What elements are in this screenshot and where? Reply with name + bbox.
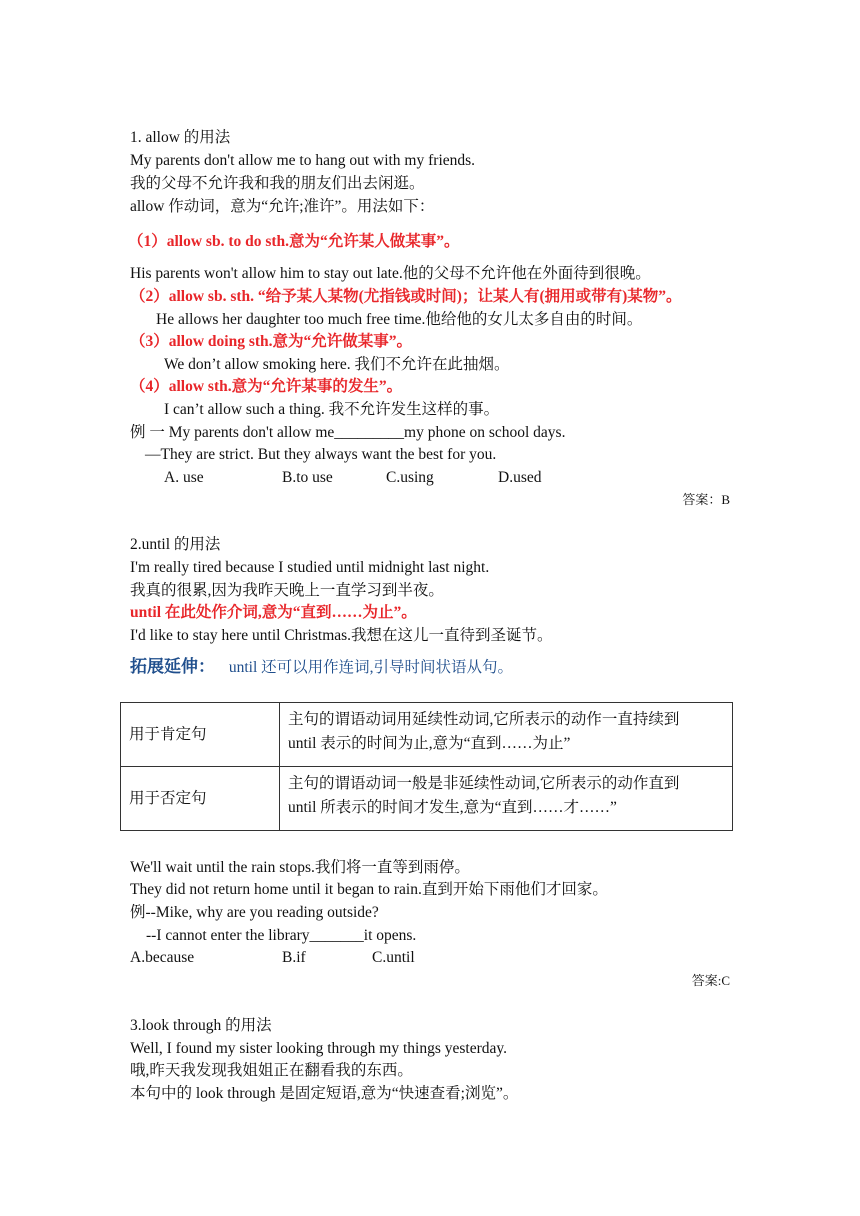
section3-example-cn: 哦,昨天我发现我姐姐正在翻看我的东西。: [130, 1062, 413, 1079]
table-desc-line: until 所表示的时间才发生,意为“直到……才……”: [288, 798, 617, 816]
exercise1-option-c: C.using: [386, 469, 434, 486]
extension-text: until 还可以用作连词,引导时间状语从句。: [228, 659, 514, 676]
until-usage-table: [120, 702, 733, 831]
usage3-rule: （3）allow doing sth.意为“允许做某事”。: [130, 333, 413, 350]
table-desc-affirmative: [280, 703, 733, 767]
usage1-example: His parents won't allow him to stay out late.他的父母不允许他在外面待到很晚。: [130, 265, 651, 282]
extension-label: 拓展延伸：: [130, 657, 215, 677]
exercise1-question: 例 一 My parents don't allow me_________my phone on school days.: [130, 424, 566, 441]
section3-example-en: Well, I found my sister looking through my things yesterday.: [130, 1040, 508, 1057]
section2-example-cn: 我真的很累,因为我昨天晚上一直学习到半夜。: [130, 582, 444, 599]
table-desc-line: until 表示的时间为止,意为“直到……为止”: [288, 734, 571, 752]
until-preposition-rule: until 在此处作介词,意为“直到……为止”。: [130, 604, 417, 621]
section3-note: 本句中的 look through 是固定短语,意为“快速查看;浏览”。: [130, 1085, 519, 1102]
exercise1-option-a: A. use: [164, 469, 204, 486]
section1-intro: allow 作动词，意为“允许;准许”。用法如下：: [130, 198, 435, 215]
exercise2-option-b: B.if: [282, 949, 306, 966]
table-label-affirmative: 用于肯定句: [121, 703, 280, 767]
table-desc-line: 主句的谓语动词一般是非延续性动词,它所表示的动作直到: [288, 774, 680, 792]
exercise1-option-d: D.used: [498, 469, 542, 486]
section1-example-en: My parents don't allow me to hang out with my friends.: [130, 152, 476, 169]
exercise2-question: 例--Mike, why are you reading outside?: [130, 904, 379, 921]
until-example-2: We'll wait until the rain stops.我们将一直等到雨停。: [130, 859, 470, 876]
table-label-negative: 用于否定句: [121, 767, 280, 831]
exercise1-reply: —They are strict. But they always want the best for you.: [145, 446, 497, 463]
until-example-3: They did not return home until it began to rain.直到开始下雨他们才回家。: [130, 881, 608, 898]
section2-example-en: I'm really tired because I studied until midnight last night.: [130, 559, 490, 576]
table-row: [121, 767, 733, 831]
usage4-example: I can’t allow such a thing. 我不允许发生这样的事。: [164, 401, 500, 418]
extension-line: [130, 657, 513, 678]
table-desc-negative: [280, 767, 733, 831]
usage4-rule: （4）allow sth.意为“允许某事的发生”。: [130, 378, 403, 395]
exercise2-option-a: A.because: [130, 949, 195, 966]
usage2-rule: （2）allow sb. sth. “给予某人某物(尤指钱或时间)；让某人有(拥用或带有)某物”。: [130, 288, 682, 305]
section1-example-cn: 我的父母不允许我和我的朋友们出去闲逛。: [130, 175, 425, 192]
exercise2-answer: 答案:C: [691, 973, 730, 988]
section3-heading: 3.look through 的用法: [130, 1017, 272, 1034]
exercise1-option-b: B.to use: [282, 469, 333, 486]
usage1-rule: （1）allow sb. to do sth.意为“允许某人做某事”。: [128, 233, 460, 250]
exercise2-reply: --I cannot enter the library_______it opens.: [146, 927, 417, 944]
table-row: [121, 703, 733, 767]
until-rule-example: I'd like to stay here until Christmas.我想在这儿一直待到圣诞节。: [130, 627, 553, 644]
section2-heading: 2.until 的用法: [130, 536, 221, 553]
section1-heading: 1. allow 的用法: [130, 129, 231, 146]
usage3-example: We don’t allow smoking here. 我们不允许在此抽烟。: [164, 356, 510, 373]
table-desc-line: 主句的谓语动词用延续性动词,它所表示的动作一直持续到: [288, 710, 680, 728]
exercise1-answer: 答案：B: [682, 492, 730, 507]
usage2-example: He allows her daughter too much free time.他给他的女儿太多自由的时间。: [156, 311, 643, 328]
exercise2-option-c: C.until: [372, 949, 415, 966]
